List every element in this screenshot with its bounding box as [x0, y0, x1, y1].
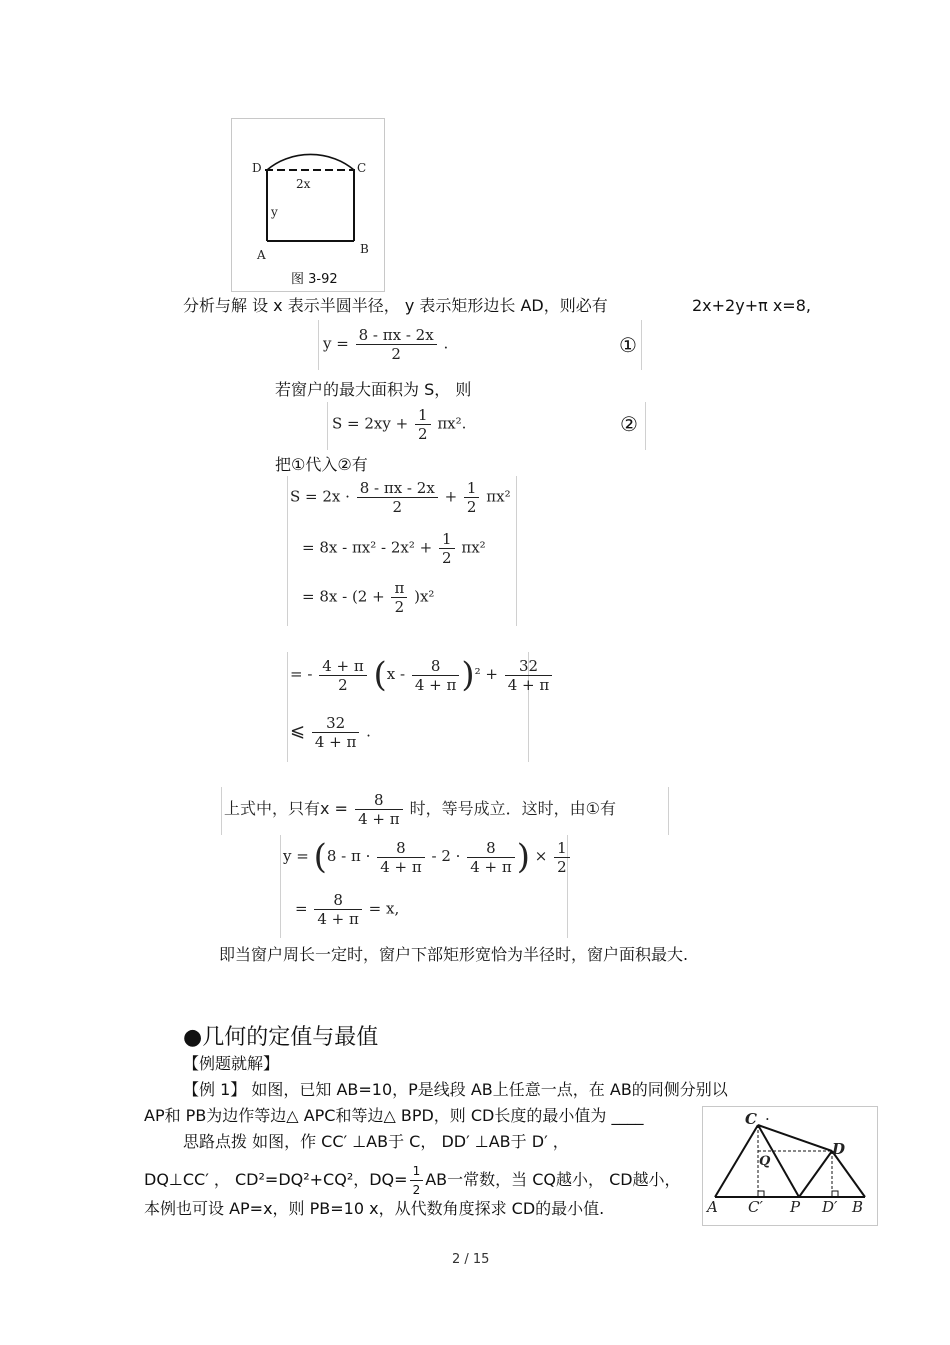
b4-l1-hden: 4 + π [507, 675, 550, 694]
fig2-dot: · [765, 1110, 770, 1128]
label-2x: 2x [296, 177, 311, 191]
b5-l1-b: 时，等号成立．这时，由①有 [409, 799, 617, 818]
b4-l1-c: ² + [474, 665, 498, 683]
b6-l1-gnum: 8 [467, 839, 515, 858]
equation-1-box [318, 320, 642, 370]
constraint-equation: 2x+2y+π x=8, [692, 296, 811, 315]
b3-l1-fnum: 1 [464, 479, 480, 498]
b6-l1-hnum: 1 [554, 839, 570, 858]
b6-l1-fden: 4 + π [380, 857, 422, 876]
figure-window [231, 118, 385, 292]
hint-l2-a: DQ⊥CC′ ， CD²=DQ²+CQ²，DQ= [144, 1170, 408, 1189]
b4-l1-fden: 2 [338, 675, 348, 694]
fig2-label-q: Q [759, 1154, 771, 1169]
hint-l2-fnum: 1 [410, 1162, 424, 1181]
hint-line-2 [144, 1162, 681, 1199]
b3-l2-a: = 8x - πx² - 2x² + [302, 538, 433, 557]
eq1-lhs: y = [323, 334, 349, 353]
fig2-label-a: A [707, 1198, 718, 1216]
b3-l3-b: )x² [414, 587, 435, 606]
b3-l2-fnum: 1 [439, 530, 455, 549]
b6-l1-a: y = [283, 847, 309, 865]
marker-2: ② [620, 412, 638, 436]
equation-2-box [327, 402, 646, 450]
label-b: B [360, 242, 369, 256]
fig2-label-p: P [790, 1198, 801, 1216]
eq2-lhs: S = 2xy + [332, 414, 409, 433]
b6-l1-fnum: 8 [377, 839, 425, 858]
b3-l1-a: S = 2x · [290, 487, 350, 506]
eq1-tail: . [443, 334, 449, 353]
b6-l1-b: 8 - π · [326, 847, 371, 865]
derivation-block-1 [287, 476, 517, 626]
eq2-den: 2 [417, 425, 428, 443]
hint-line-3: 本例也可设 AP=x，则 PB=10 x，从代数角度探求 CD的最小值. [144, 1199, 605, 1218]
b6-l2-fden: 4 + π [317, 910, 359, 928]
b3-l1-den: 2 [392, 498, 403, 516]
example-tag: 【例题就解】 [183, 1054, 280, 1073]
b5-l1-fden: 4 + π [358, 810, 400, 828]
fig2-label-c: C [745, 1110, 757, 1128]
example-1-line-2: AP和 PB为边作等边△ APC和等边△ BPD，则 CD长度的最小值为 ____ [144, 1106, 644, 1125]
fig2-label-d-prime: D′ [822, 1198, 838, 1216]
figure-caption: 图 3-92 [291, 272, 338, 287]
substitute-text: 把①代入②有 [275, 455, 368, 474]
b4-l2-a: ⩽ [290, 720, 306, 742]
max-area-text: 若窗户的最大面积为 S， 则 [275, 380, 472, 399]
b4-l2-fnum: 32 [312, 714, 360, 733]
b4-l2-b: . [366, 722, 371, 741]
label-d: D [252, 161, 262, 175]
b6-l2-fnum: 8 [314, 891, 362, 910]
b4-l1-fnum: 4 + π [319, 657, 367, 676]
b4-l1-gden: 4 + π [414, 675, 457, 694]
derivation-block-3: y = (8 - π · $\frac{8}{4 + \pi}$ - 2 · $\frac{8}{4 + \pi}$ ) × $\frac{1}{2}$ = $\frac{8}{4 + \pi}$ = x, [280, 835, 568, 938]
b3-l1-c: πx² [486, 487, 511, 506]
eq2-tail: πx². [437, 414, 467, 433]
b5-l1-a: 上式中，只有x = [224, 799, 348, 818]
b6-l1-d: × [534, 847, 548, 865]
window-diagram [232, 119, 384, 291]
equality-condition-box [221, 787, 669, 835]
b6-l1-gden: 4 + π [470, 857, 512, 876]
b5-l1-fnum: 8 [355, 791, 403, 810]
example-1-line-1: 【例 1】 如图，已知 AB=10，P是线段 AB上任意一点，在 AB的同侧分别以 [183, 1080, 728, 1099]
b4-l2-fden: 4 + π [314, 733, 357, 751]
b6-l2-b: = x, [368, 899, 400, 918]
marker-1: ① [619, 333, 637, 357]
hint-line-1: 思路点拨 如图，作 CC′ ⊥AB于 C， DD′ ⊥AB于 D′ ， [183, 1132, 569, 1151]
b6-l2-a: = [295, 899, 308, 918]
b3-l1-num: 8 - πx - 2x [357, 479, 438, 498]
b3-l2-b: πx² [461, 538, 486, 557]
b3-l3-fden: 2 [394, 598, 405, 616]
label-y: y [271, 205, 278, 219]
b4-l1-hnum: 32 [505, 657, 553, 676]
b3-l3-fnum: π [391, 579, 407, 598]
eq1-num: 8 - πx - 2x [356, 326, 437, 345]
b3-l3-a: = 8x - (2 + [302, 587, 385, 606]
b3-l1-b: + [444, 487, 458, 506]
fig2-label-c-prime: C′ [748, 1198, 763, 1216]
b3-l1-fden: 2 [466, 498, 477, 516]
eq1-den: 2 [391, 345, 401, 363]
label-a: A [257, 248, 266, 262]
b6-l1-c: - 2 · [431, 847, 461, 865]
b4-l1-gnum: 8 [412, 657, 460, 676]
conclusion-text: 即当窗户周长一定时，窗户下部矩形宽恰为半径时，窗户面积最大. [219, 945, 689, 964]
b4-l1-a: = - [290, 665, 313, 683]
eq2-num: 1 [415, 406, 431, 425]
hint-l2-fden: 2 [412, 1183, 421, 1197]
fig2-label-d: D [832, 1140, 846, 1158]
section-heading: ●几何的定值与最值 [183, 1025, 379, 1050]
derivation-block-2: = - $\frac{4 + \pi}{2}$ (x - $\frac{8}{4 + \pi}$ )² + $\frac{32}{4 + \pi}$ ⩽ $\frac{32}{4 + \pi}$ . [287, 652, 529, 762]
page-number: 2 / 15 [452, 1252, 490, 1267]
b4-l1-b: x - [386, 665, 406, 683]
b3-l2-fden: 2 [442, 549, 452, 567]
fig2-label-b: B [852, 1198, 864, 1216]
label-c: C [357, 161, 367, 175]
analysis-intro: 分析与解 设 x 表示半圆半径， y 表示矩形边长 AD，则必有 [183, 296, 608, 315]
b6-l1-hden: 2 [557, 857, 567, 876]
hint-l2-tail: AB一常数，当 CQ越小， CD越小， [425, 1170, 681, 1189]
